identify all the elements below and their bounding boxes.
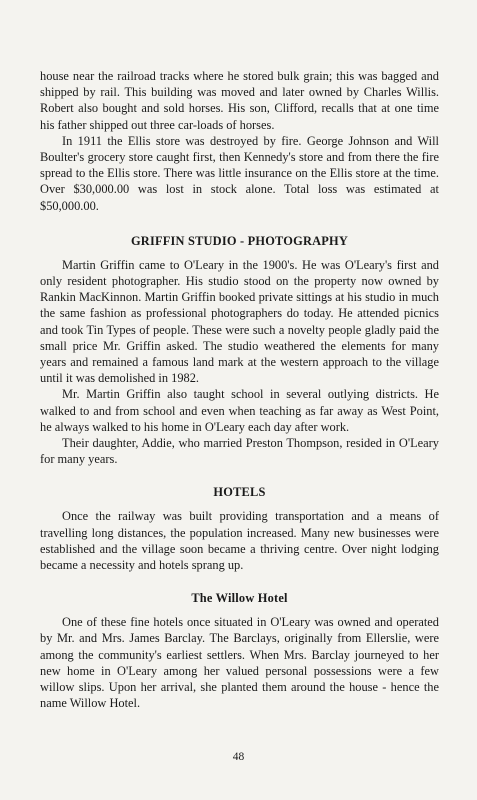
paragraph-griffin-teacher: Mr. Martin Griffin also taught school in several outlying districts. He walked to and from school and even when teaching as far away as West Point, he always walked to his home in O'Leary each day after work.	[40, 387, 439, 434]
paragraph-willow-hotel: One of these fine hotels once situated in O'Leary was owned and operated by Mr. and Mrs. James Barclay. The Barclays, originally from Ellerslie, were among the community's earliest settlers. When Mrs. Barclay journeyed to her new home in O'Leary among her valued personal possessions were a few willow slips. Upon her arrival, she planted them around the house - hence the name Willow Hotel.	[40, 615, 439, 711]
paragraph-grain-shipping: house near the railroad tracks where he stored bulk grain; this was bagged and shipped by rail. This building was moved and later owned by Charles Willis. Robert also bought and sold horses. His son, Clifford, recalls that at one time his father shipped out three car-loads of horses.	[40, 69, 439, 132]
paragraph-hotels-intro: Once the railway was built providing transportation and a means of travelling long distances, the population increased. Many new businesses were established and the village soon became a thriving centre. Over night lodging became a necessity and hotels sprang up.	[40, 509, 439, 573]
paragraph-griffin-photographer: Martin Griffin came to O'Leary in the 1900's. He was O'Leary's first and only resident photographer. His studio stood on the property now owned by Rankin MacKinnon. Martin Griffin booked private sittings at his studio in much the same fashion as professional photographers do today. He attended picnics and took Tin Types of people. These were such a novelty people gladly paid the small price Mr. Griffin asked. The studio weathered the elements for many years and remained a famous land mark at the western approach to the village until it was demolished in 1982.	[40, 257, 439, 386]
heading-hotels: HOTELS	[213, 485, 266, 500]
page-number: 48	[232, 751, 245, 763]
heading-griffin-studio: GRIFFIN STUDIO - PHOTOGRAPHY	[130, 233, 349, 248]
paragraph-griffin-daughter: Their daughter, Addie, who married Preston Thompson, resided in O'Leary for many years.	[40, 436, 439, 467]
paragraph-ellis-fire: In 1911 the Ellis store was destroyed by fire. George Johnson and Will Boulter's grocery store caught first, then Kennedy's store and from there the fire spread to the Ellis store. There was little insurance on the Ellis store at the time. Over $30,000.00 was lost in stock alone. Total loss was estimated at $50,000.00.	[40, 133, 439, 213]
heading-willow-hotel: The Willow Hotel	[191, 591, 288, 606]
